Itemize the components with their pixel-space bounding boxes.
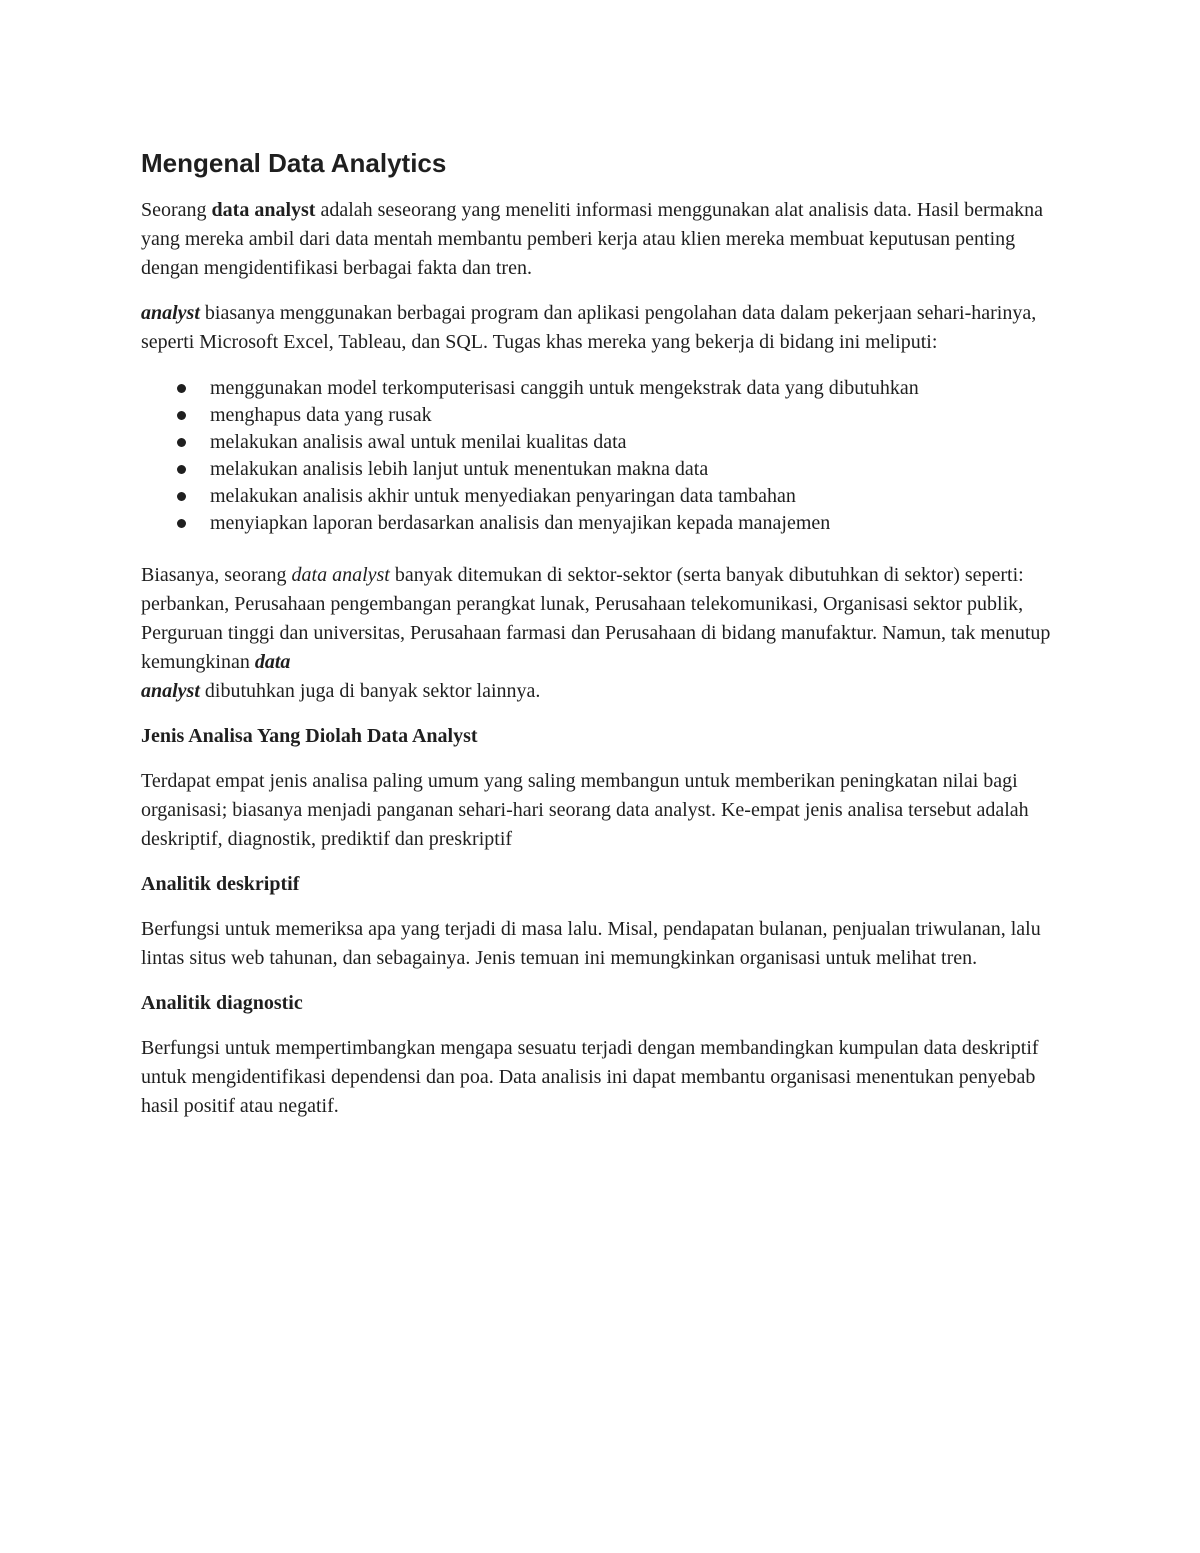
sectors-text-pre: Biasanya, seorang bbox=[141, 564, 292, 586]
document-title: Mengenal Data Analytics bbox=[141, 148, 447, 178]
paragraph-jenis-analisa: Terdapat empat jenis analisa paling umum yang saling membangun untuk memberikan peningkatan nilai bagi organisasi; biasanya menjadi panganan sehari-hari seorang data analyst. Ke-empat jenis analisa tersebut adalah deskriptif, diagnostik, prediktif dan preskriptif bbox=[141, 770, 1029, 850]
task-list bbox=[141, 375, 1071, 537]
sectors-text-post: dibutuhkan juga di banyak sektor lainnya. bbox=[199, 680, 541, 702]
list-item-text: melakukan analisis awal untuk menilai kualitas data bbox=[210, 431, 627, 453]
sectors-text-bold-italic-2: analyst bbox=[141, 680, 200, 702]
list-item-text: menyiapkan laporan berdasarkan analisis dan menyajikan kepada manajemen bbox=[210, 512, 831, 534]
intro-text-post: adalah seseorang yang meneliti informasi menggunakan alat analisis data. Hasil bermakna yang mereka ambil dari data mentah membantu pemberi kerja atau klien mereka membuat keputusan penting dengan mengidentifikasi berbagai fakta dan tren. bbox=[141, 199, 1043, 279]
paragraph-tools bbox=[141, 299, 1071, 357]
paragraph-analitik-diagnostic: Berfungsi untuk mempertimbangkan mengapa sesuatu terjadi dengan membandingkan kumpulan data deskriptif untuk mengidentifikasi dependensi dan poa. Data analisis ini dapat membantu organisasi menentukan penyebab hasil positif atau negatif. bbox=[141, 1037, 1039, 1117]
list-item-text: melakukan analisis akhir untuk menyediakan penyaringan data tambahan bbox=[210, 485, 796, 507]
document-body bbox=[141, 146, 1071, 1137]
bullet-icon bbox=[177, 384, 186, 393]
heading-analitik-deskriptif: Analitik deskriptif bbox=[141, 873, 300, 895]
tools-text-post: biasanya menggunakan berbagai program dan aplikasi pengolahan data dalam pekerjaan sehari-harinya, seperti Microsoft Excel, Tableau, dan SQL. Tugas khas mereka yang bekerja di bidang ini meliputi: bbox=[141, 302, 1037, 353]
list-item bbox=[141, 402, 1071, 429]
list-item bbox=[141, 510, 1071, 537]
paragraph-sectors bbox=[141, 561, 1071, 706]
list-item bbox=[141, 375, 1071, 402]
heading-jenis-analisa: Jenis Analisa Yang Diolah Data Analyst bbox=[141, 725, 478, 747]
list-item-text: melakukan analisis lebih lanjut untuk menentukan makna data bbox=[210, 458, 709, 480]
bullet-icon bbox=[177, 492, 186, 501]
sectors-text-mid: banyak ditemukan di sektor-sektor (serta banyak dibutuhkan di sektor) seperti: perbankan, Perusahaan pengembangan perangkat lunak, Perusahaan telekomunikasi, Organisasi sektor publik, Perguruan tinggi dan universitas, Perusahaan farmasi dan Perusahaan di bidang manufaktur. Namun, tak menutup kemungkinan bbox=[141, 564, 1051, 673]
bullet-icon bbox=[177, 465, 186, 474]
bullet-icon bbox=[177, 519, 186, 528]
sectors-text-italic: data analyst bbox=[291, 564, 390, 586]
bullet-icon bbox=[177, 438, 186, 447]
list-item-text: menggunakan model terkomputerisasi canggih untuk mengekstrak data yang dibutuhkan bbox=[210, 377, 919, 399]
bullet-icon bbox=[177, 411, 186, 420]
list-item bbox=[141, 483, 1071, 510]
heading-analitik-diagnostic: Analitik diagnostic bbox=[141, 992, 303, 1014]
paragraph-analitik-deskriptif: Berfungsi untuk memeriksa apa yang terjadi di masa lalu. Misal, pendapatan bulanan, penjualan triwulanan, lalu lintas situs web tahunan, dan sebagainya. Jenis temuan ini memungkinkan organisasi untuk melihat tren. bbox=[141, 918, 1041, 969]
list-item bbox=[141, 456, 1071, 483]
intro-text-bold: data analyst bbox=[211, 199, 316, 221]
intro-text-pre: Seorang bbox=[141, 199, 212, 221]
list-item-text: menghapus data yang rusak bbox=[210, 404, 432, 426]
paragraph-intro bbox=[141, 196, 1071, 283]
sectors-text-bold-italic-1: data bbox=[254, 651, 291, 673]
list-item bbox=[141, 429, 1071, 456]
tools-text-bold-italic: analyst bbox=[141, 302, 200, 324]
